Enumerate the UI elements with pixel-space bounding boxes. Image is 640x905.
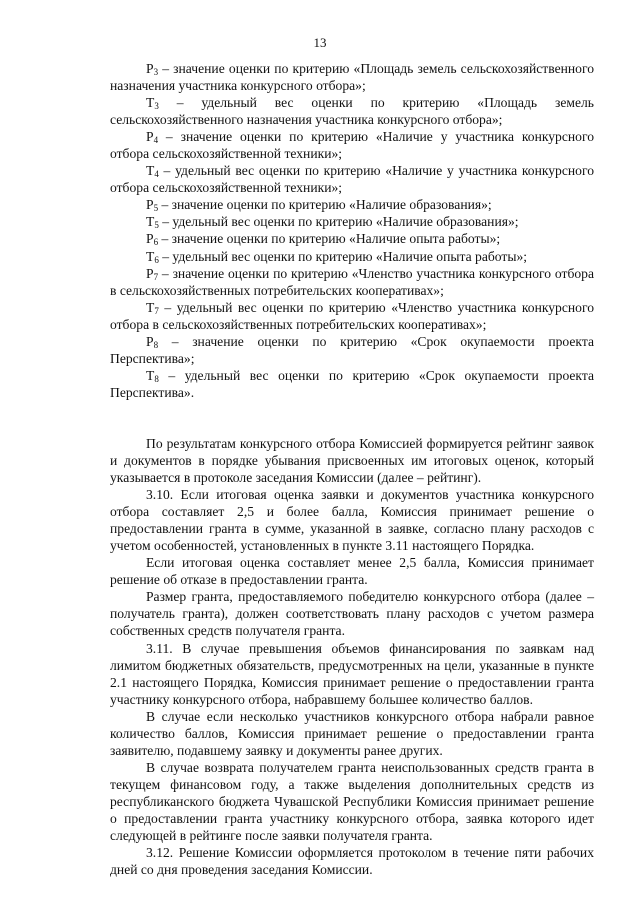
definition-text: – удельный вес оценки по критерию «Наличие образования»; (158, 214, 519, 230)
definition-item (110, 60, 594, 94)
definition-symbol: T (146, 163, 155, 179)
paragraph: Размер гранта, предоставляемого победителю конкурсного отбора (далее – получатель гранта), должен соответствовать плану расходов с учетом размера собственных средств получателя гранта. (110, 589, 594, 639)
paragraph: 3.12. Решение Комиссии оформляется протоколом в течение пяти рабочих дней со дня проведения заседания Комиссии. (110, 845, 594, 878)
definition-subscript: 5 (154, 220, 159, 231)
definition-symbol: P (146, 333, 154, 349)
document-body (110, 60, 594, 878)
definition-symbol: P (146, 129, 154, 145)
definition-subscript: 4 (153, 135, 159, 146)
definition-symbol: T (146, 367, 155, 383)
paragraph: По результатам конкурсного отбора Комиссией формируется рейтинг заявок и документов в порядке убывания присвоенных им итоговых оценок, который указывается в протоколе заседания Комиссии (далее – рейтинг). (110, 435, 594, 486)
definition-item (110, 94, 594, 128)
definition-text: – значение оценки по критерию «Наличие опыта работы»; (158, 231, 501, 247)
definition-symbol: P (146, 197, 154, 213)
definition-item (110, 128, 594, 162)
definition-symbol: P (146, 265, 154, 281)
definition-symbol: T (146, 214, 155, 230)
definition-symbol: P (146, 61, 154, 76)
definition-text: – значение оценки по критерию «Наличие образования»; (158, 197, 492, 213)
definition-text: – значение оценки по критерию «Площадь земель сельскохозяйственного назначения участника конкурсного отбора»; (110, 61, 594, 94)
definition-item (110, 213, 594, 230)
definitions-list (110, 60, 594, 401)
definition-subscript: 7 (154, 305, 159, 316)
definition-item (110, 162, 594, 196)
definition-item (110, 230, 594, 247)
paragraph: В случае возврата получателем гранта неиспользованных средств гранта в текущем финансовом году, а также выделения дополнительных средств из республиканского бюджета Чувашской Республики Комиссия принимает решение о предоставлении гранта участнику конкурсного отбора, заявка которого идет следующей в рейтинге после заявки получателя гранта. (110, 759, 594, 844)
paragraphs-list (110, 435, 594, 878)
definition-subscript: 3 (153, 67, 159, 77)
paragraph: 3.10. Если итоговая оценка заявки и документов участника конкурсного отбора составляет 2,5 и более балла, Комиссия принимает решение о предоставлении гранта в сумме, указанной в заявке, согласно плану расходов с учетом особенностей, установленных в пункте 3.11 настоящего Порядка. (110, 487, 594, 554)
definition-text: – значение оценки по критерию «Наличие у участника конкурсного отбора сельскохозяйственной техники»; (110, 129, 594, 162)
definition-text: – удельный вес оценки по критерию «Наличие у участника конкурсного отбора сельскохозяйственной техники»; (110, 163, 594, 196)
definition-text: – удельный вес оценки по критерию «Наличие опыта работы»; (158, 248, 528, 264)
definition-subscript: 4 (154, 169, 159, 180)
definition-item (110, 265, 594, 299)
paragraph: Если итоговая оценка составляет менее 2,5 балла, Комиссия принимает решение об отказе в предоставлении гранта. (110, 555, 594, 588)
definition-subscript: 6 (154, 254, 159, 265)
definition-subscript: 8 (154, 373, 159, 384)
definition-text: – удельный вес оценки по критерию «Срок окупаемости проекта Перспектива». (110, 367, 594, 400)
paragraph: 3.11. В случае превышения объемов финансирования по заявкам над лимитом бюджетных обязательств, предусмотренных на цели, указанные в пункте 2.1 настоящего Порядка, Комиссия принимает решение о предоставлении гранта участнику конкурсного отбора, набравшему большее количество баллов. (110, 640, 594, 707)
definition-subscript: 5 (153, 203, 159, 214)
definition-text: – значение оценки по критерию «Срок окупаемости проекта Перспектива»; (110, 333, 594, 366)
page-number: 13 (313, 35, 327, 50)
paragraph: В случае если несколько участников конкурсного отбора набрали равное количество баллов, Комиссия принимает решение о предоставлении гранта заявителю, подавшему заявку и документы ранее других. (110, 708, 594, 758)
definition-symbol: T (146, 95, 155, 111)
definition-subscript: 8 (153, 339, 159, 350)
definition-item (110, 196, 594, 213)
definition-symbol: P (146, 231, 154, 247)
definition-item (110, 299, 594, 333)
definition-subscript: 3 (154, 101, 159, 112)
definition-text: – удельный вес оценки по критерию «Площадь земель сельскохозяйственного назначения участника конкурсного отбора»; (110, 95, 594, 128)
definition-text: – удельный вес оценки по критерию «Членство участника конкурсного отбора в сельскохозяйственных потребительских кооперативах»; (110, 299, 594, 332)
definition-symbol: T (146, 248, 155, 264)
definition-text: – значение оценки по критерию «Членство участника конкурсного отбора в сельскохозяйственных потребительских кооперативах»; (110, 265, 594, 298)
definition-subscript: 6 (153, 237, 159, 248)
definition-item (110, 248, 594, 265)
definition-subscript: 7 (153, 271, 159, 282)
definition-item (110, 367, 594, 401)
section-gap (110, 401, 594, 435)
definition-item (110, 333, 594, 367)
definition-symbol: T (146, 299, 155, 315)
